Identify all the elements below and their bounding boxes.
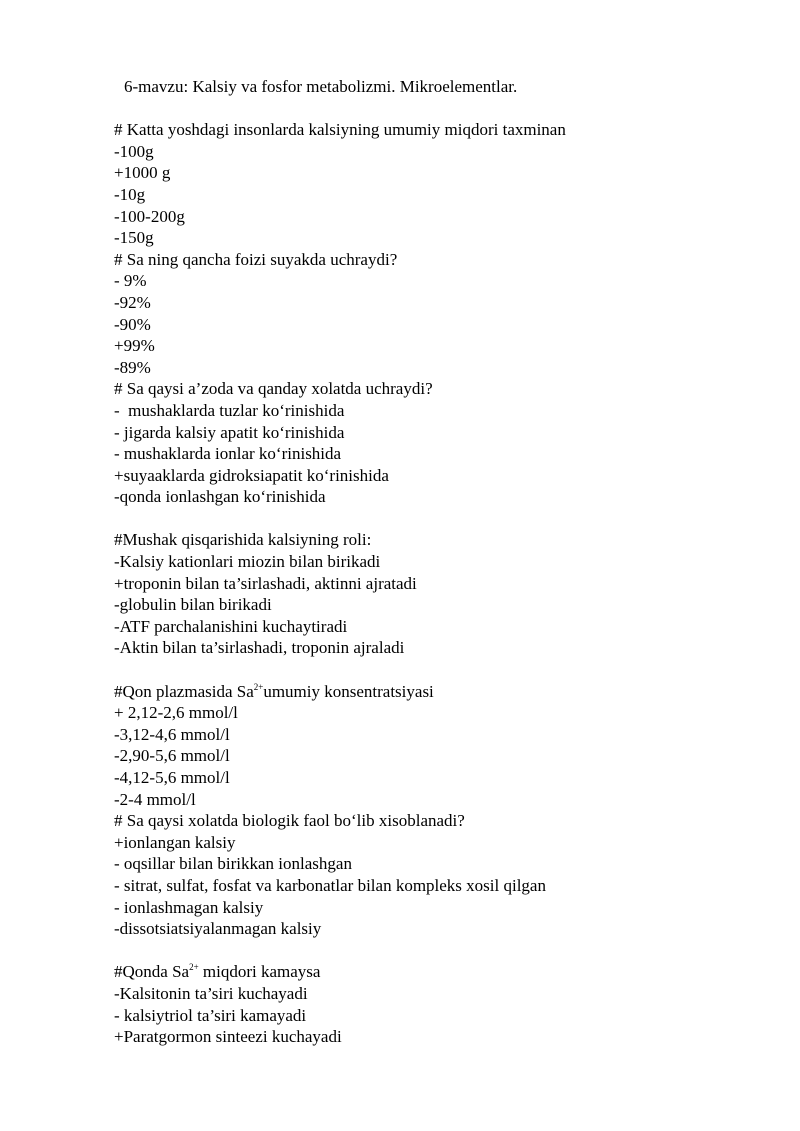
question-text-post: miqdori kamaysa xyxy=(198,962,321,982)
answer-option: - kalsiytriol ta’siri kamayadi xyxy=(114,1005,307,1025)
question-text: # Sa qaysi a’zoda va qanday xolatda uchraydi? xyxy=(114,379,433,399)
spacer xyxy=(114,940,774,962)
answer-option: - 9% xyxy=(114,271,147,291)
answer-option: + 2,12-2,6 mmol/l xyxy=(114,703,238,723)
answer-option: -Aktin bilan ta’sirlashadi, troponin ajraladi xyxy=(114,638,405,658)
superscript-charge: 2+ xyxy=(253,681,264,692)
answer-option: - mushaklarda tuzlar ko‘rinishida xyxy=(114,400,345,420)
answer-option: - oqsillar bilan birikkan ionlashgan xyxy=(114,854,352,874)
answer-option: -Kalsitonin ta’siri kuchayadi xyxy=(114,983,308,1003)
answer-option: - sitrat, sulfat, fosfat va karbonatlar bilan kompleks xosil qilgan xyxy=(114,875,546,895)
page-title: 6-mavzu: Kalsiy va fosfor metabolizmi. Mikroelementlar. xyxy=(124,77,518,96)
answer-option: +1000 g xyxy=(114,163,171,183)
answer-option: -150g xyxy=(114,228,154,248)
answer-option: -92% xyxy=(114,292,151,312)
question-text: # Katta yoshdagi insonlarda kalsiyning umumiy miqdori taxminan xyxy=(114,120,566,140)
answer-option: - ionlashmagan kalsiy xyxy=(114,897,264,917)
question-text xyxy=(114,681,774,703)
question-text: # Sa ning qancha foizi suyakda uchraydi? xyxy=(114,249,398,269)
answer-option: -Kalsiy kationlari miozin bilan birikadi xyxy=(114,552,381,572)
spacer xyxy=(114,659,774,681)
answer-option: +suyaaklarda gidroksiapatit ko‘rinishida xyxy=(114,465,389,485)
answer-option: +99% xyxy=(114,336,155,356)
question-text-post: umumiy konsentratsiyasi xyxy=(263,681,434,701)
answer-option: - jigarda kalsiy apatit ko‘rinishida xyxy=(114,422,345,442)
answer-option: -ATF parchalanishini kuchaytiradi xyxy=(114,616,348,636)
answer-option: -89% xyxy=(114,357,151,377)
answer-option: -100g xyxy=(114,141,154,161)
answer-option: -2,90-5,6 mmol/l xyxy=(114,746,230,766)
answer-option: -globulin bilan birikadi xyxy=(114,595,272,615)
answer-option: -100-200g xyxy=(114,206,185,226)
answer-option: - mushaklarda ionlar ko‘rinishida xyxy=(114,444,342,464)
spacer xyxy=(114,508,774,530)
superscript-charge: 2+ xyxy=(189,962,199,973)
answer-option: +ionlangan kalsiy xyxy=(114,832,236,852)
answer-option: -dissotsiatsiyalanmagan kalsiy xyxy=(114,919,322,939)
answer-option: -3,12-4,6 mmol/l xyxy=(114,724,230,744)
answer-option: +troponin bilan ta’sirlashadi, aktinni ajratadi xyxy=(114,573,417,593)
spacer xyxy=(114,98,774,120)
question-text-pre: #Qon plazmasida Sa xyxy=(114,681,254,701)
question-text-pre: #Qonda Sa xyxy=(114,962,190,982)
answer-option: -2-4 mmol/l xyxy=(114,789,196,809)
answer-option: -10g xyxy=(114,184,146,204)
document-page xyxy=(114,76,774,1048)
question-text xyxy=(114,961,774,983)
answer-option: -4,12-5,6 mmol/l xyxy=(114,768,230,787)
answer-option: -90% xyxy=(114,314,151,334)
answer-option: -qonda ionlashgan ko‘rinishida xyxy=(114,487,326,507)
question-text: # Sa qaysi xolatda biologik faol bo‘lib xisoblanadi? xyxy=(114,811,465,831)
answer-option: +Paratgormon sinteezi kuchayadi xyxy=(114,1027,342,1047)
question-text: #Mushak qisqarishida kalsiyning roli: xyxy=(114,530,372,550)
